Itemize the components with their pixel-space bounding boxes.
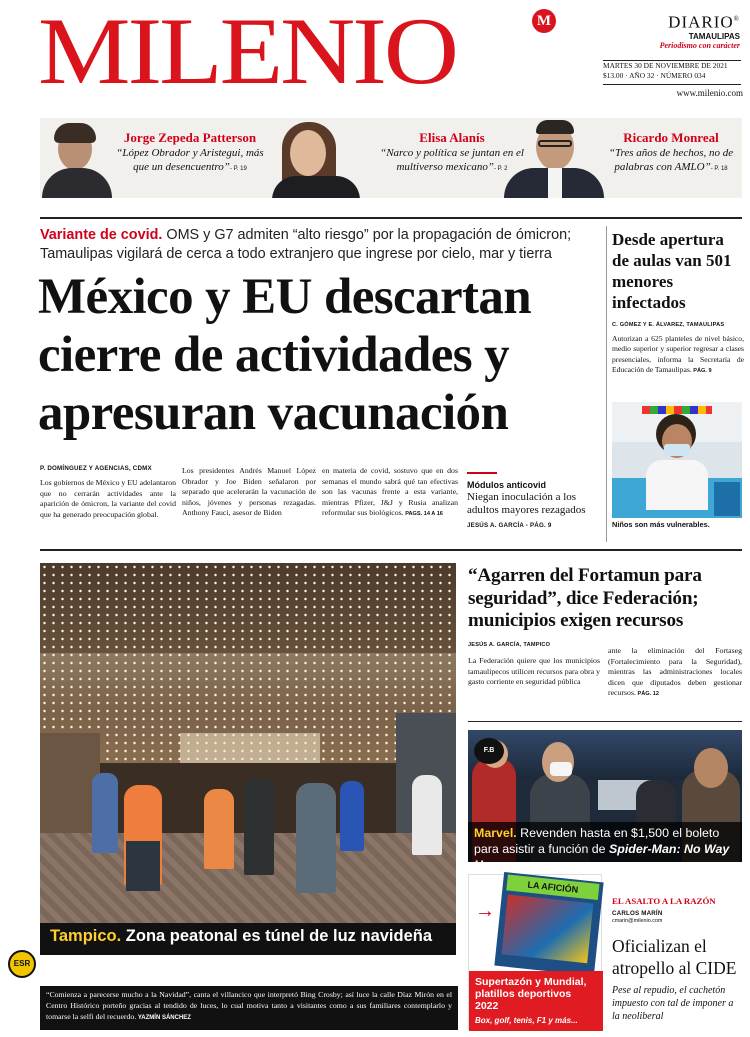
columnist-name-3: Ricardo Monreal (623, 130, 719, 145)
aulas-photo (612, 402, 742, 518)
lead-col-2: Los presidentes Andrés Manuel López Obrador y Joe Biden señalaron por separado que acelerarán la vacunación de niños, jóvenes y personas rezagadas. Anthony Fauci, asesor de Biden (182, 466, 316, 518)
edition-slogan: Periodismo con carácter (659, 40, 740, 50)
lead-byline: P. DOMÍNGUEZ Y AGENCIAS, CDMX (40, 465, 152, 472)
opinion-email[interactable]: cmarin@milenio.com (612, 918, 663, 924)
tampico-photo (40, 563, 456, 955)
fortamun-col-2: ante la eliminación del Fortaseg (Fortalecimiento para la Seguridad), mientras las administraciones locales dicen que diputados deben gestionar recursos. PÁG. 12 (608, 646, 742, 698)
fortamun-headline[interactable]: “Agarren del Fortamun para seguridad”, dice Federación; municipios exigen recursos (468, 565, 702, 631)
fortamun-byline: JESÚS A. GARCÍA, TAMPICO (468, 642, 551, 648)
edition-name: DIARIO (668, 12, 734, 32)
edition-price: $13.00 · AÑO 32 · NÚMERO 034 (603, 71, 706, 80)
columnist-photo-2 (268, 118, 368, 198)
opinion-section: EL ASALTO A LA RAZÓN (612, 896, 716, 906)
columnist-3[interactable] (600, 130, 742, 176)
lead-headline[interactable] (38, 268, 608, 442)
tampico-caption: “Comienza a parecerse mucho a la Navidad”, canta el villancico que interpretó Bing Crosby; así luce la calle Díaz Mirón en el Centro Histórico porteño gracias al tendido de luces, lo cual motiva tanto a visitantes como a sus familiares contemplarlo y tomarse la selfi del recuerdo. YAZMÍN SÁNCHEZ (40, 986, 458, 1030)
modulos-text: Niegan inoculación a los adultos mayores rezagados (467, 491, 586, 516)
aulas-text: Autorizan a 625 planteles de nivel básico, medio superior y superior regresar a clases presenciales, informa la Secretaría de Educación de Tamaulipas. PÁG. 9 (612, 334, 744, 375)
opinion-headline[interactable]: Oficializan el atropello al CIDE (612, 936, 737, 978)
columnist-quote-3: “Tres años de hechos, no de palabras con AMLO”- P. 18 (608, 147, 734, 173)
marvel-headline[interactable]: Marvel. Revenden hasta en $1,500 el boleto para asistir a función de Spider-Man: No Way Home (468, 822, 742, 862)
aulas-caption: Niños son más vulnerables. (612, 520, 710, 529)
logo-reg-mark: M (532, 9, 556, 33)
tampico-headline[interactable]: Tampico. Zona peatonal es túnel de luz navideña (44, 924, 456, 950)
columnist-name-1: Jorge Zepeda Patterson (123, 130, 257, 145)
lead-headline-line-2: cierre de actividades y (38, 327, 510, 383)
opinion-author: CARLOS MARÍN (612, 910, 663, 917)
edition-date: MARTES 30 DE NOVIEMBRE DE 2021 (603, 61, 728, 70)
lead-col-3: en materia de covid, sostuvo que en dos semanas el mundo sabrá qué tan efectivas son las vacunas frente a esta variante, mientras Pfizer, J&J y Rusia analizan reformular sus biológicos. PAGS. 14 A 16 (322, 466, 458, 518)
esr-badge: ESR (8, 950, 36, 978)
promo-text: Supertazón y Mundial, platillos deportivos 2022 Box, golf, tenis, F1 y más... (469, 971, 603, 1031)
columnist-photo-3 (500, 118, 606, 198)
lead-headline-line-1: México y EU descartan (38, 269, 532, 325)
lead-headline-line-3: apresuran vacunación (38, 385, 509, 441)
modulos-title: Módulos anticovid (467, 480, 547, 490)
promo-magazine: LA AFICIÓN (506, 874, 599, 900)
arrow-right-icon: → (475, 900, 495, 922)
columnist-1[interactable] (110, 130, 270, 176)
aulas-byline: C. GÓMEZ Y E. ÁLVAREZ, TAMAULIPAS (612, 322, 725, 328)
modulos-box[interactable] (467, 479, 603, 529)
modulos-byline: JESÚS A. GARCÍA - PÁG. 9 (467, 522, 552, 529)
lead-col-1: Los gobiernos de México y EU adelantaron que no cerrarán actividades ante la aparición de ómicron, la variante del covid que ha generado preocupación global. (40, 478, 176, 519)
edition-region: TAMAULIPAS (688, 31, 740, 41)
opinion-text: Pese al repudio, el cachetón impuesto con tal de imponer a la neoliberal (612, 985, 734, 1022)
website[interactable]: www.milenio.com (676, 88, 743, 98)
aulas-headline[interactable]: Desde apertura de aulas van 501 menores infectados (612, 230, 732, 312)
lead-kicker[interactable]: Variante de covid. OMS y G7 admiten “alto riesgo” por la propagación de ómicron; Tamaulipas vigilará de cerca a todo extranjero que ingrese por cielo, mar y tierra (40, 227, 572, 262)
marvel-photo-tag: F.B (474, 738, 504, 764)
date-box (603, 61, 743, 81)
columnist-quote-2: “Narco y política se juntan en el multiverso mexicano”- P. 2 (380, 147, 524, 173)
promo-box[interactable] (468, 874, 602, 1030)
edition-box: DIARIO® TAMAULIPAS Periodismo con carácter (600, 10, 740, 50)
masthead-logo[interactable] (38, 0, 558, 110)
columnist-quote-1: “López Obrador y Aristegui, más que un desencuentro”- P. 19 (116, 147, 264, 173)
fortamun-col-1: La Federación quiere que los municipios tamaulipecos utilicen recursos para obra y gasto corriente en seguridad pública (468, 656, 600, 687)
columnist-name-2: Elisa Alanís (419, 130, 485, 145)
logo-text: MILENIO (38, 0, 457, 104)
columnist-photo-1 (40, 118, 112, 198)
